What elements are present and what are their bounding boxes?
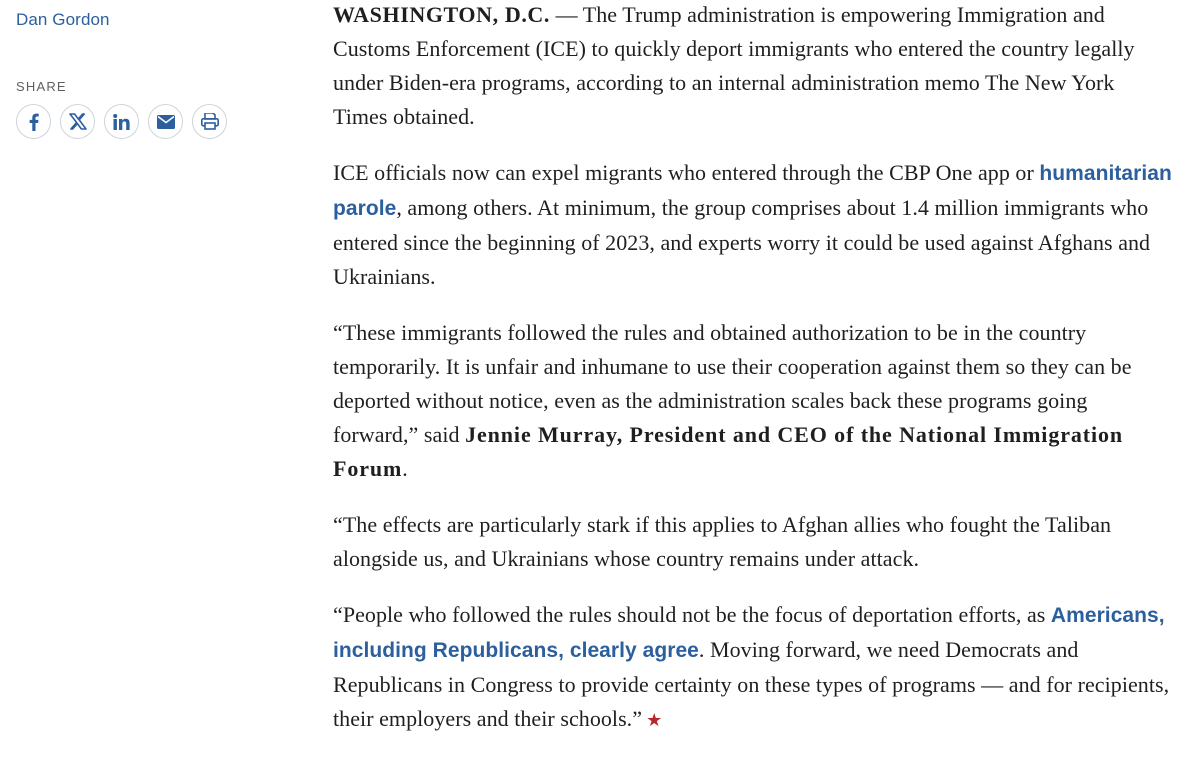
- article-paragraph-4: [333, 508, 1173, 576]
- speaker-attribution: Jennie Murray, President and CEO of the National Immigration Forum: [333, 422, 1124, 481]
- share-label: SHARE: [16, 79, 67, 94]
- share-print-button[interactable]: [192, 104, 227, 139]
- x-icon: [69, 113, 87, 130]
- paragraph-text: . Moving forward, we need Democrats and Republicans in Congress to provide certainty on these types of programs — and for recipients, their employers and their schools.”: [333, 637, 1170, 731]
- share-x-button[interactable]: [60, 104, 95, 139]
- dateline: WASHINGTON, D.C.: [333, 2, 551, 27]
- share-facebook-button[interactable]: [16, 104, 51, 139]
- author-link[interactable]: Dan Gordon: [16, 10, 110, 29]
- linkedin-icon: [113, 114, 130, 130]
- share-buttons: [16, 104, 227, 139]
- paragraph-text: .: [402, 456, 408, 481]
- paragraph-text: “These immigrants followed the rules and obtained authorization to be in the country temporarily. It is unfair and inhumane to use their cooperation against them so they can be deported without notice, even as the administration scales back these programs going forward,” said: [333, 320, 1132, 447]
- paragraph-text: “The effects are particularly stark if this applies to Afghan allies who fought the Taliban alongside us, and Ukrainians whose country remains under attack.: [333, 512, 1112, 571]
- paragraph-text: “People who followed the rules should not be the focus of deportation efforts, as: [333, 602, 1051, 627]
- facebook-icon: [29, 113, 39, 131]
- article-paragraph-1: [333, 0, 1173, 134]
- article-body: [333, 0, 1173, 759]
- end-of-article-star-icon: ★: [646, 710, 663, 730]
- share-email-button[interactable]: [148, 104, 183, 139]
- article-paragraph-5: [333, 598, 1173, 737]
- email-icon: [157, 115, 175, 129]
- humanitarian-parole-link[interactable]: humanitarian parole: [333, 162, 1172, 220]
- article-sidebar: [0, 0, 300, 725]
- print-icon: [201, 113, 219, 130]
- paragraph-text: , among others. At minimum, the group comprises about 1.4 million immigrants who entered since the beginning of 2023, and experts worry it could be used against Afghans and Ukrainians.: [333, 195, 1151, 289]
- paragraph-text: — The Trump administration is empowering Immigration and Customs Enforcement (ICE) to quickly deport immigrants who entered the country legally under Biden-era programs, according to an internal administration memo The New York Times obtained.: [333, 2, 1135, 129]
- paragraph-text: ICE officials now can expel migrants who entered through the CBP One app or: [333, 160, 1040, 185]
- article-paragraph-2: [333, 156, 1173, 294]
- share-linkedin-button[interactable]: [104, 104, 139, 139]
- article-paragraph-3: [333, 316, 1173, 486]
- americans-agree-link[interactable]: Americans, including Republicans, clearly agree: [333, 604, 1165, 662]
